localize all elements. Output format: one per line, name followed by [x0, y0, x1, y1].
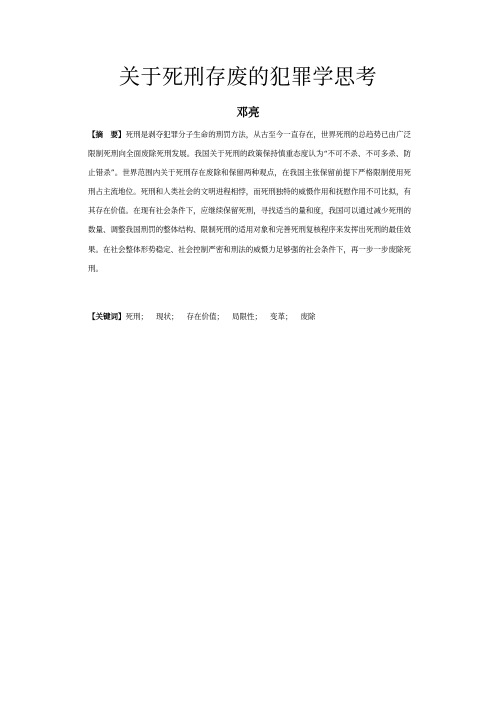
keywords-line [88, 310, 428, 324]
abstract-text: 死刑是剥夺犯罪分子生命的刑罚方法，从古至今一直存在，世界死刑的总趋势已由广泛限制死刑向全面废除死刑发展。我国关于死刑的政策保持慎重态度认为“不可不杀、不可多杀、防止错杀”。世界范围内关于死刑存在废除和保留两种观点，在我国主张保留前提下严格限制使用死刑占主流地位。死刑和人类社会的文明进程相悖，而死刑独特的威慑作用和抚慰作用不可比拟，有其存在价值。在现有社会条件下，应继续保留死刑，寻找适当的量和度，我国可以通过减少死刑的数量、调整我国刑罚的整体结构、限制死刑的适用对象和完善死刑复核程序来发挥出死刑的最佳效果。在社会整体形势稳定、社会控制严密和刑法的威慑力足够强的社会条件下，再一步一步废除死刑。 [88, 130, 412, 273]
abstract-paragraph [88, 125, 411, 278]
paper-title: 关于死刑存废的犯罪学思考 [119, 65, 377, 89]
keyword-item: 废除 [300, 312, 316, 321]
author-name: 邓亮 [236, 105, 260, 119]
keyword-item: 变革； [270, 312, 293, 321]
keyword-item: 存在价值； [186, 312, 224, 321]
keywords-label: 【关键词】 [88, 312, 126, 321]
keyword-item: 死刑； [125, 312, 148, 321]
abstract-label: 【摘 要】 [88, 130, 126, 139]
keyword-item: 局限性； [232, 312, 262, 321]
keyword-item: 现状； [156, 312, 179, 321]
